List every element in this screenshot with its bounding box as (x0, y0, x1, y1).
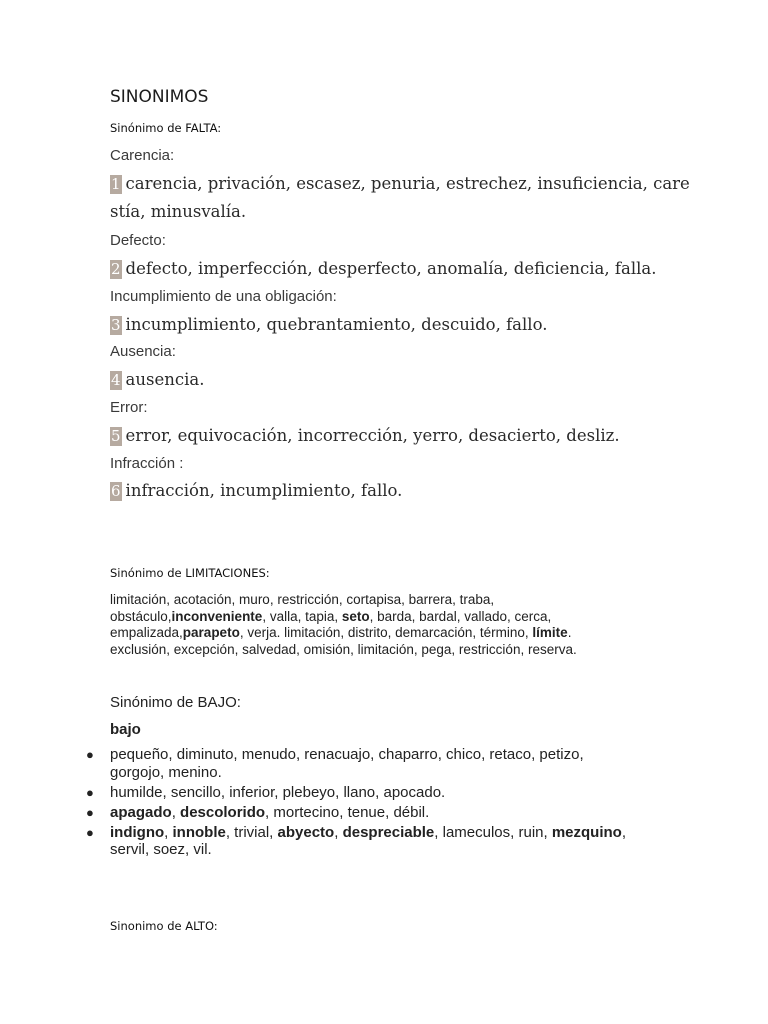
text-run: , barda, bardal, vallado, cerca, (369, 608, 552, 624)
sense-label-infraccion: Infracción : (110, 455, 184, 472)
page-title: SINONIMOS (110, 87, 209, 107)
bold-word: límite (532, 625, 568, 640)
sense-number-5: 5 (111, 427, 121, 445)
limitaciones-heading: Sinónimo de LIMITACIONES: (110, 566, 270, 580)
text-run: , verja. limitación, distrito, demarcación, término, (239, 625, 533, 640)
list-item (86, 823, 670, 859)
text-run: pequeño, diminuto, menudo, renacuajo, chaparro, chico, retaco, petizo, (110, 746, 584, 763)
sense-number-3: 3 (111, 316, 121, 334)
synonym-line-5 (110, 426, 620, 446)
text-run: servil, soez, vil. (110, 841, 212, 858)
bold-word: innoble (172, 823, 226, 841)
text-run: , (171, 803, 181, 821)
list-item (86, 783, 670, 802)
synonym-line-4 (110, 370, 204, 390)
limitaciones-line-1: limitación, acotación, muro, restricción, cortapisa, barrera, traba, (110, 592, 495, 607)
sense-label-error: Error: (110, 399, 148, 416)
limitaciones-line-3 (110, 625, 571, 642)
text-run: , (334, 823, 343, 841)
text-run: gorgojo, menino. (110, 763, 222, 781)
synonym-text-1: carencia, privación, escasez, penuria, estrechez, insuficiencia, care (125, 174, 690, 193)
bold-word: descolorido (180, 803, 266, 821)
synonym-text-3: incumplimiento, quebrantamiento, descuido, fallo. (125, 315, 548, 334)
sense-number-6: 6 (111, 482, 121, 500)
synonym-text-6: infracción, incumplimiento, fallo. (125, 481, 403, 500)
text-run: obstáculo, (110, 608, 172, 624)
synonym-line-1-cont: stía, minusvalía. (110, 202, 247, 221)
sense-label-defecto: Defecto: (110, 232, 166, 249)
list-item (86, 803, 670, 822)
falta-heading: Sinónimo de FALTA: (110, 121, 222, 135)
sense-number-4: 4 (111, 371, 121, 389)
bold-word: abyecto (277, 823, 335, 841)
text-run: , (621, 823, 626, 841)
text-run: , trivial, (225, 823, 278, 841)
list-item (86, 746, 670, 781)
bold-word: inconveniente (171, 608, 263, 624)
text-run: , valla, tapia, (262, 608, 342, 624)
sense-label-incumplimiento: Incumplimiento de una obligación: (110, 288, 337, 305)
synonym-text-4: ausencia. (125, 370, 205, 389)
bold-word: seto (341, 608, 370, 624)
text-run: , mortecino, tenue, débil. (265, 803, 430, 821)
sense-number-2: 2 (111, 260, 121, 278)
bajo-synonym-list (86, 746, 670, 861)
limitaciones-line-4: exclusión, excepción, salvedad, omisión, limitación, pega, restricción, reserva. (110, 641, 577, 657)
synonym-line-2 (110, 259, 656, 279)
bajo-heading: Sinónimo de BAJO: (110, 694, 241, 711)
sense-number-1: 1 (111, 175, 121, 193)
text-run: empalizada, (110, 625, 183, 640)
bajo-word: bajo (110, 721, 141, 738)
text-run: . (567, 625, 572, 640)
text-run: , (164, 823, 173, 841)
limitaciones-line-2 (110, 609, 551, 626)
bullet-icon: ● (86, 824, 94, 840)
synonym-text-2: defecto, imperfección, desperfecto, anomalía, deficiencia, falla. (125, 259, 657, 278)
bold-word: mezquino (551, 823, 622, 841)
synonym-line-3 (110, 315, 547, 335)
synonym-line-6 (110, 481, 402, 501)
bullet-icon: ● (86, 784, 94, 800)
bullet-icon: ● (86, 804, 94, 820)
sense-label-ausencia: Ausencia: (110, 343, 176, 360)
sense-label-carencia: Carencia: (110, 147, 175, 164)
text-run: humilde, sencillo, inferior, plebeyo, llano, apocado. (110, 783, 446, 801)
text-run: , lameculos, ruin, (434, 823, 552, 841)
synonym-text-5: error, equivocación, incorrección, yerro, desacierto, desliz. (125, 426, 620, 445)
alto-heading: Sinonimo de ALTO: (110, 919, 218, 933)
bullet-icon: ● (86, 747, 94, 762)
bold-word: despreciable (342, 823, 435, 841)
synonym-line-1 (110, 174, 690, 194)
bold-word: parapeto (182, 625, 240, 640)
bold-word: apagado (110, 803, 172, 821)
bold-word: indigno (110, 823, 165, 841)
